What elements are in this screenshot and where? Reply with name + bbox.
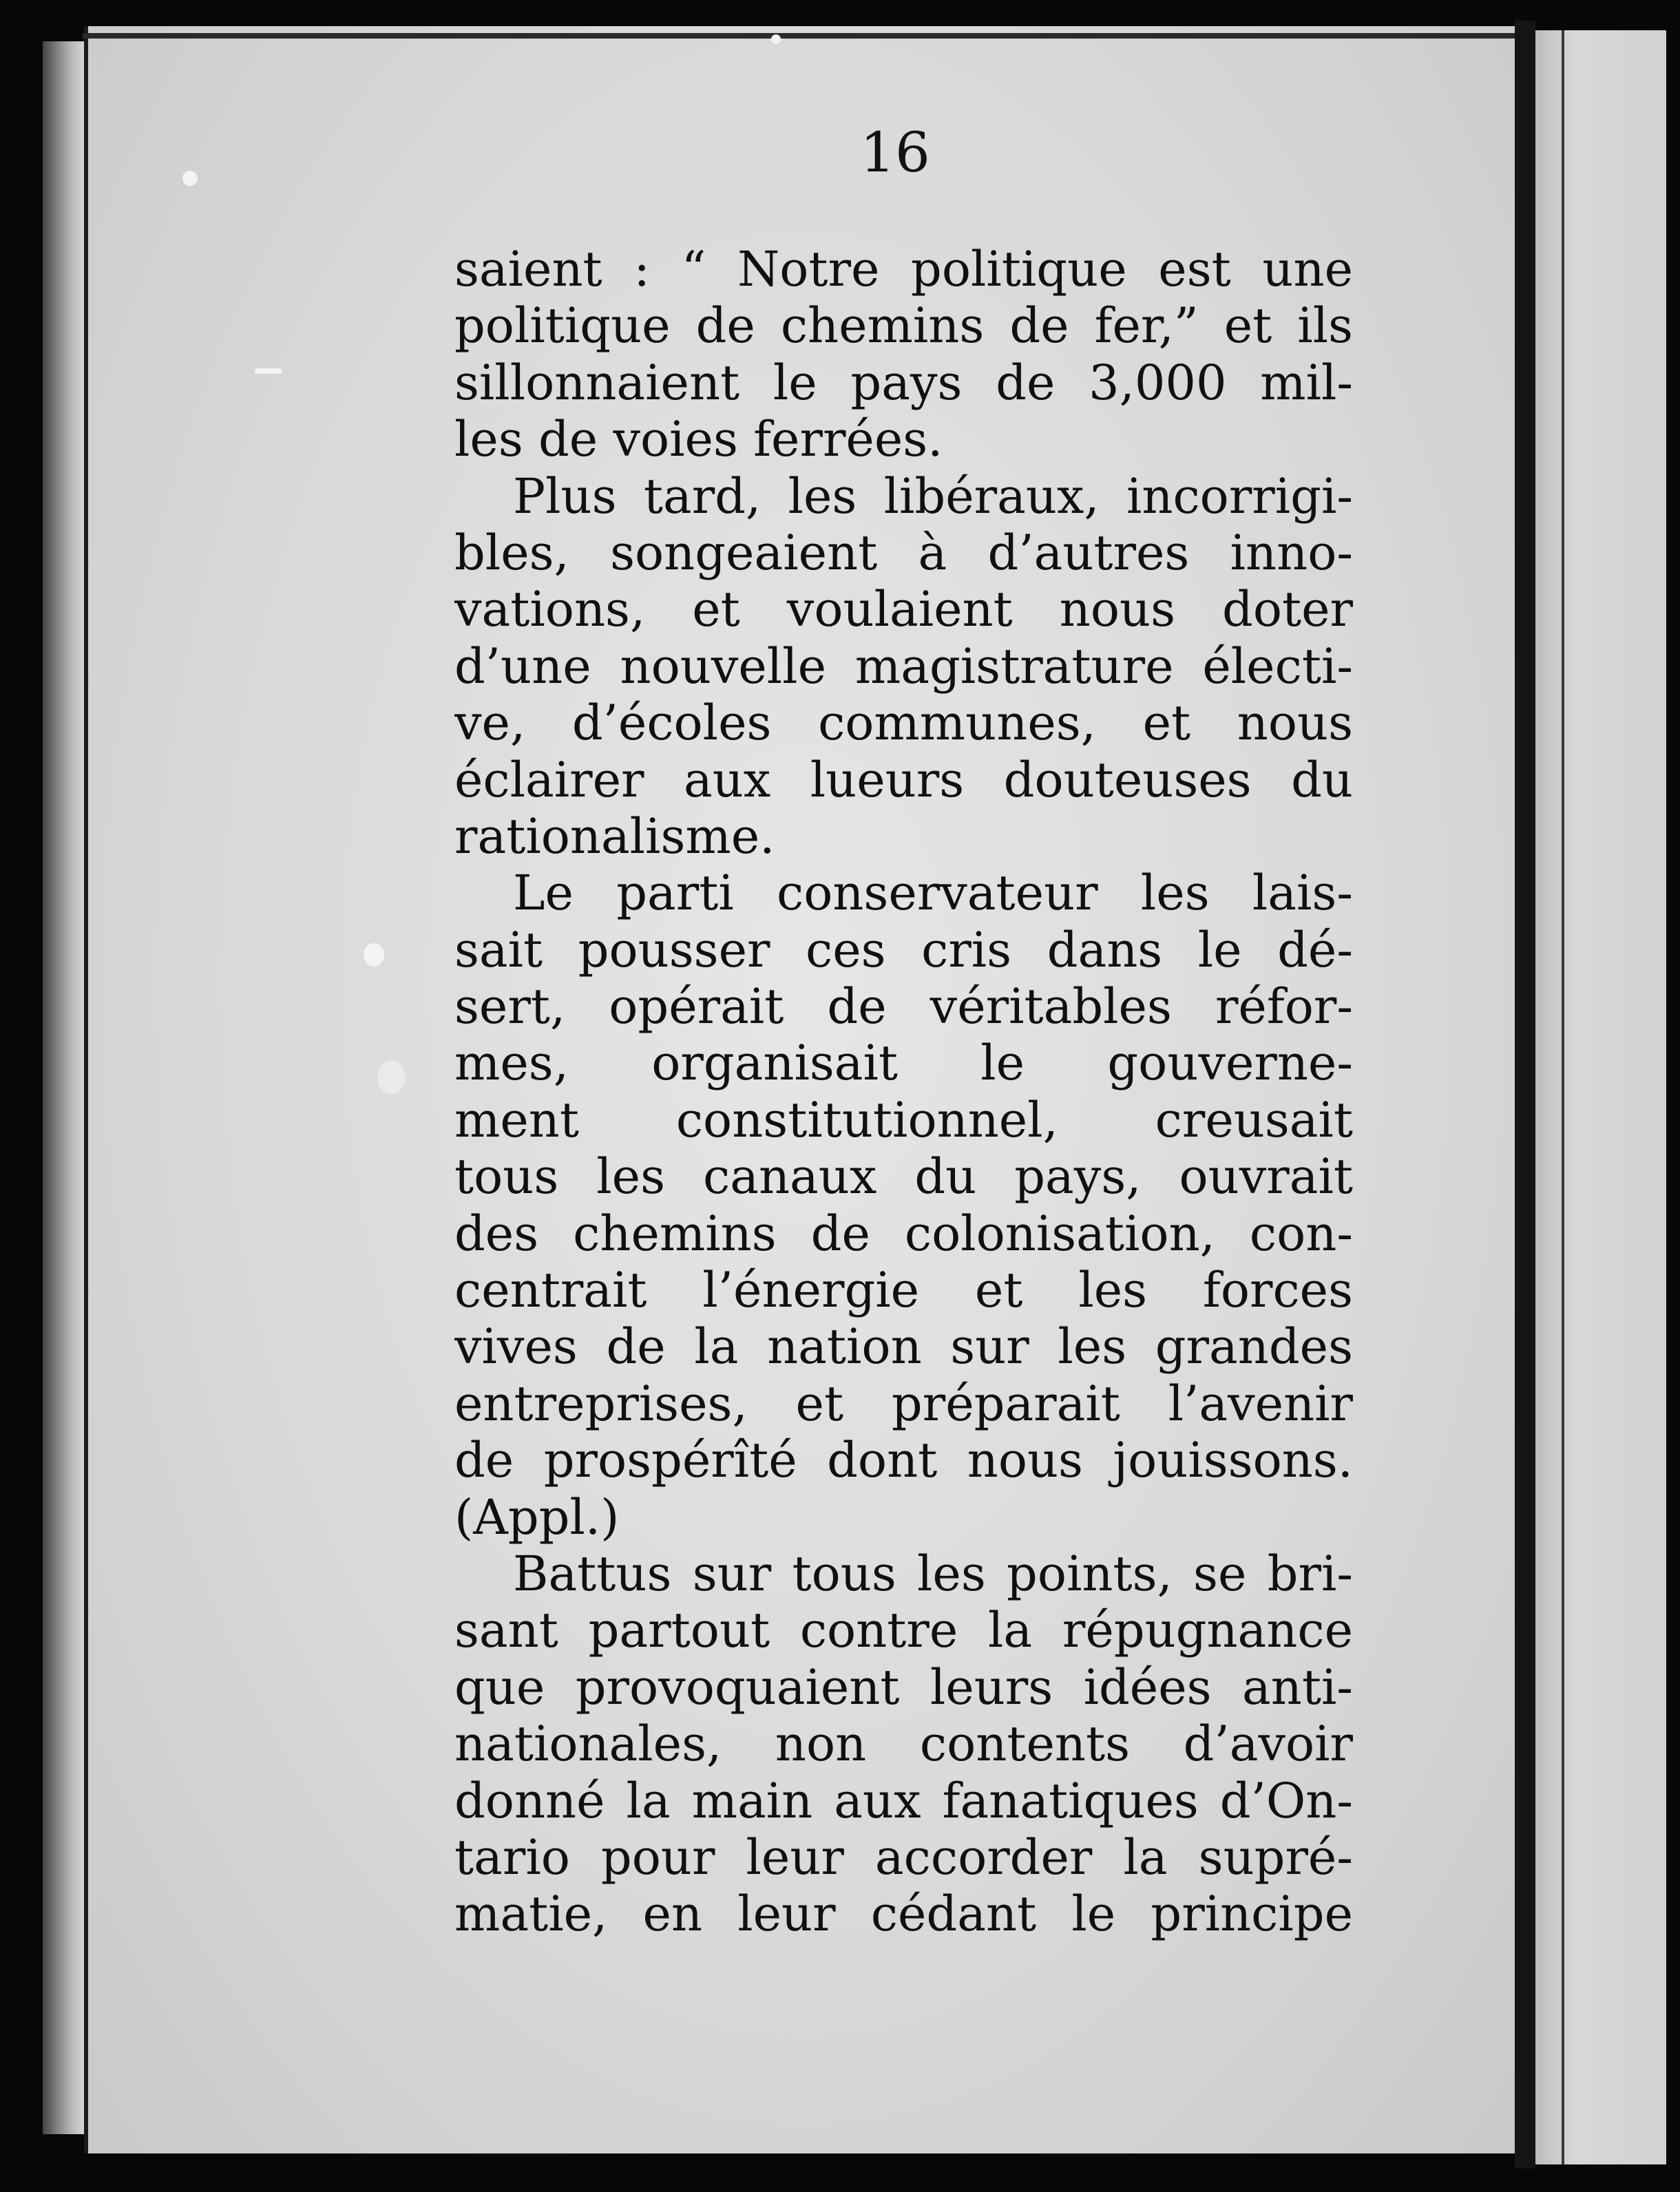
text-line: les de voies ferrées.: [454, 411, 943, 468]
text-line: centrait l’énergie et les forces: [454, 1262, 1353, 1319]
page-gutter: [1515, 21, 1535, 2169]
text-line: vives de la nation sur les grandes: [454, 1318, 1353, 1376]
text-line: ve, d’écoles communes, et nous: [454, 695, 1353, 752]
scan-speck: [364, 943, 384, 967]
text-line: politique de chemins de fer,” et ils: [454, 297, 1353, 355]
text-line: nationales, non contents d’avoir: [454, 1716, 1353, 1773]
text-line: saient : “ Notre politique est une: [454, 241, 1353, 297]
text-line: ment constitutionnel, creusait: [454, 1091, 1353, 1148]
text-line: sant partout contre la répugnance: [454, 1602, 1353, 1659]
text-line: Battus sur tous les points, se bri-: [513, 1545, 1353, 1602]
text-line: matie, en leur cédant le principe: [454, 1886, 1353, 1943]
text-line: des chemins de colonisation, con-: [454, 1205, 1353, 1262]
text-line: mes, organisait le gouverne-: [454, 1035, 1353, 1092]
scan-speck: [771, 34, 781, 44]
text-line: Le parti conservateur les lais-: [513, 865, 1353, 922]
text-line: entreprises, et préparait l’avenir: [454, 1375, 1353, 1432]
text-line: vations, et voulaient nous doter: [454, 581, 1353, 638]
body-text: [454, 241, 1353, 1943]
facing-page-rule: [1562, 30, 1564, 2164]
scan-speck: [377, 1060, 405, 1095]
text-line: d’une nouvelle magistrature électi-: [454, 637, 1353, 695]
text-line: éclairer aux lueurs douteuses du: [454, 751, 1353, 808]
scan-speck: [182, 171, 198, 186]
text-line: tario pour leur accorder la supré-: [454, 1829, 1353, 1886]
text-line: que provoquaient leurs idées anti-: [454, 1658, 1353, 1716]
text-line: rationalisme.: [454, 808, 775, 865]
binding-edge: [43, 41, 84, 2134]
page-number: 16: [860, 120, 930, 185]
text-line: sert, opérait de véritables réfor-: [454, 978, 1353, 1035]
text-line: donné la main aux fanatiques d’On-: [454, 1772, 1353, 1829]
text-line: sait pousser ces cris dans le dé-: [454, 921, 1353, 978]
text-line: de prospérîté dont nous jouissons.: [454, 1432, 1353, 1489]
text-line: bles, songeaient à d’autres inno-: [454, 524, 1353, 581]
scan-speck: [255, 368, 282, 374]
text-line: Plus tard, les libéraux, incorrigi-: [513, 467, 1353, 525]
text-line: tous les canaux du pays, ouvrait: [454, 1148, 1353, 1205]
page-top-edge: [83, 33, 1522, 39]
text-line: (Appl.): [454, 1488, 620, 1546]
text-line: sillonnaient le pays de 3,000 mil-: [454, 354, 1353, 411]
facing-page-edge: [1535, 30, 1666, 2164]
